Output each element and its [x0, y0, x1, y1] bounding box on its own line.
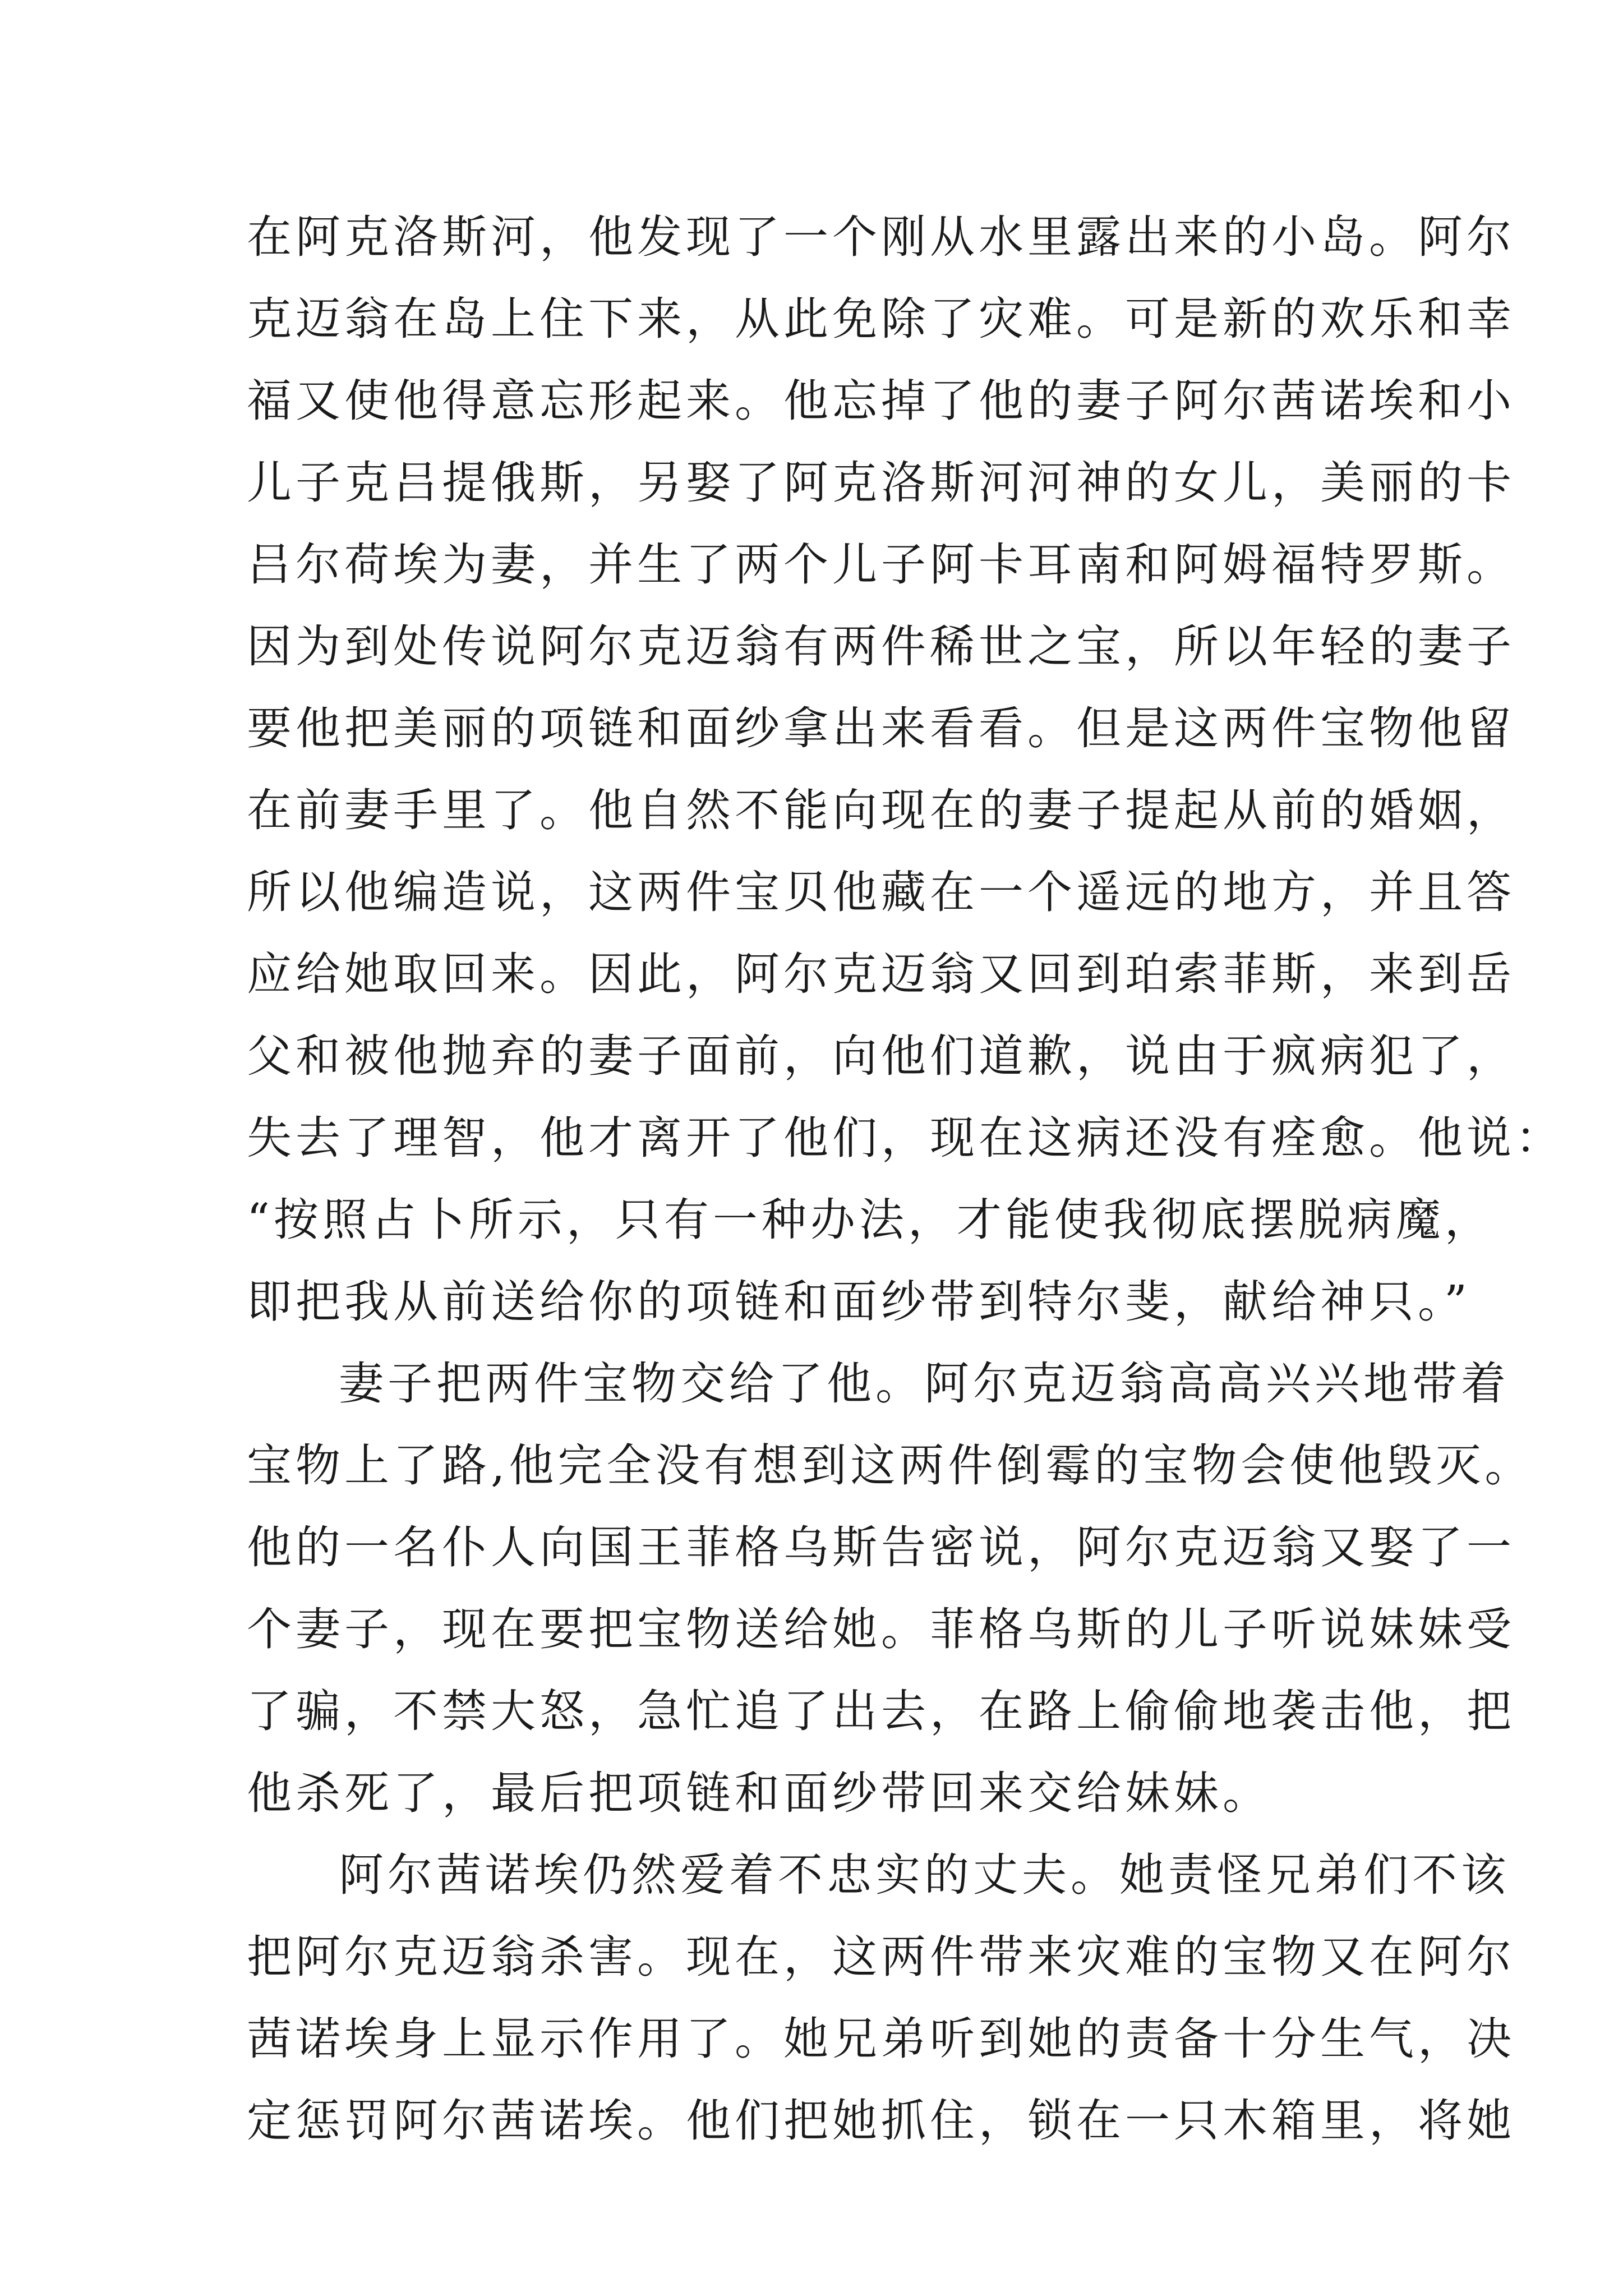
text-line: 在阿克洛斯河，他发现了一个刚从水里露出来的小岛。阿尔 [247, 211, 1515, 263]
text-line: 吕尔荷埃为妻，并生了两个儿子阿卡耳南和阿姆福特罗斯。 [247, 539, 1515, 591]
text-line: “按照占卜所示，只有一种办法，才能使我彻底摆脱病魔， [247, 1194, 1493, 1246]
text-line: 失去了理智，他才离开了他们，现在这病还没有痊愈。他说： [247, 1112, 1564, 1164]
text-line: 父和被他抛弃的妻子面前，向他们道歉，说由于疯病犯了， [247, 1030, 1515, 1082]
text-line: 把阿尔克迈翁杀害。现在，这两件带来灾难的宝物又在阿尔 [247, 1931, 1515, 1983]
text-line: 了骗，不禁大怒，急忙追了出去，在路上偷偷地袭击他，把 [247, 1685, 1515, 1737]
text-line-paragraph-start: 妻子把两件宝物交给了他。阿尔克迈翁高高兴兴地带着 [339, 1358, 1510, 1410]
text-line: 要他把美丽的项链和面纱拿出来看看。但是这两件宝物他留 [247, 702, 1515, 754]
text-line: 他的一名仆人向国王菲格乌斯告密说，阿尔克迈翁又娶了一 [247, 1521, 1515, 1573]
text-line: 茜诺埃身上显示作用了。她兄弟听到她的责备十分生气，决 [247, 2013, 1515, 2065]
text-line: 克迈翁在岛上住下来，从此免除了灾难。可是新的欢乐和幸 [247, 293, 1515, 345]
text-line: 即把我从前送给你的项链和面纱带到特尔斐，献给神只。” [247, 1276, 1471, 1328]
text-line: 福又使他得意忘形起来。他忘掉了他的妻子阿尔茜诺埃和小 [247, 375, 1515, 427]
text-line: 定惩罚阿尔茜诺埃。他们把她抓住，锁在一只木箱里，将她 [247, 2095, 1515, 2147]
text-line: 所以他编造说，这两件宝贝他藏在一个遥远的地方，并且答 [247, 866, 1515, 918]
text-line: 个妻子，现在要把宝物送给她。菲格乌斯的儿子听说妹妹受 [247, 1603, 1515, 1655]
text-line: 儿子克吕提俄斯，另娶了阿克洛斯河河神的女儿，美丽的卡 [247, 457, 1515, 509]
text-line-paragraph-start: 阿尔茜诺埃仍然爱着不忠实的丈夫。她责怪兄弟们不该 [339, 1849, 1510, 1901]
text-line: 在前妻手里了。他自然不能向现在的妻子提起从前的婚姻， [247, 784, 1515, 836]
text-line: 他杀死了，最后把项链和面纱带回来交给妹妹。 [247, 1767, 1271, 1819]
text-line: 宝物上了路,他完全没有想到这两件倒霉的宝物会使他毁灭。 [247, 1439, 1534, 1492]
text-line: 因为到处传说阿尔克迈翁有两件稀世之宝，所以年轻的妻子 [247, 620, 1515, 673]
text-line: 应给她取回来。因此，阿尔克迈翁又回到珀索菲斯，来到岳 [247, 948, 1515, 1000]
body-text [247, 196, 1564, 2162]
